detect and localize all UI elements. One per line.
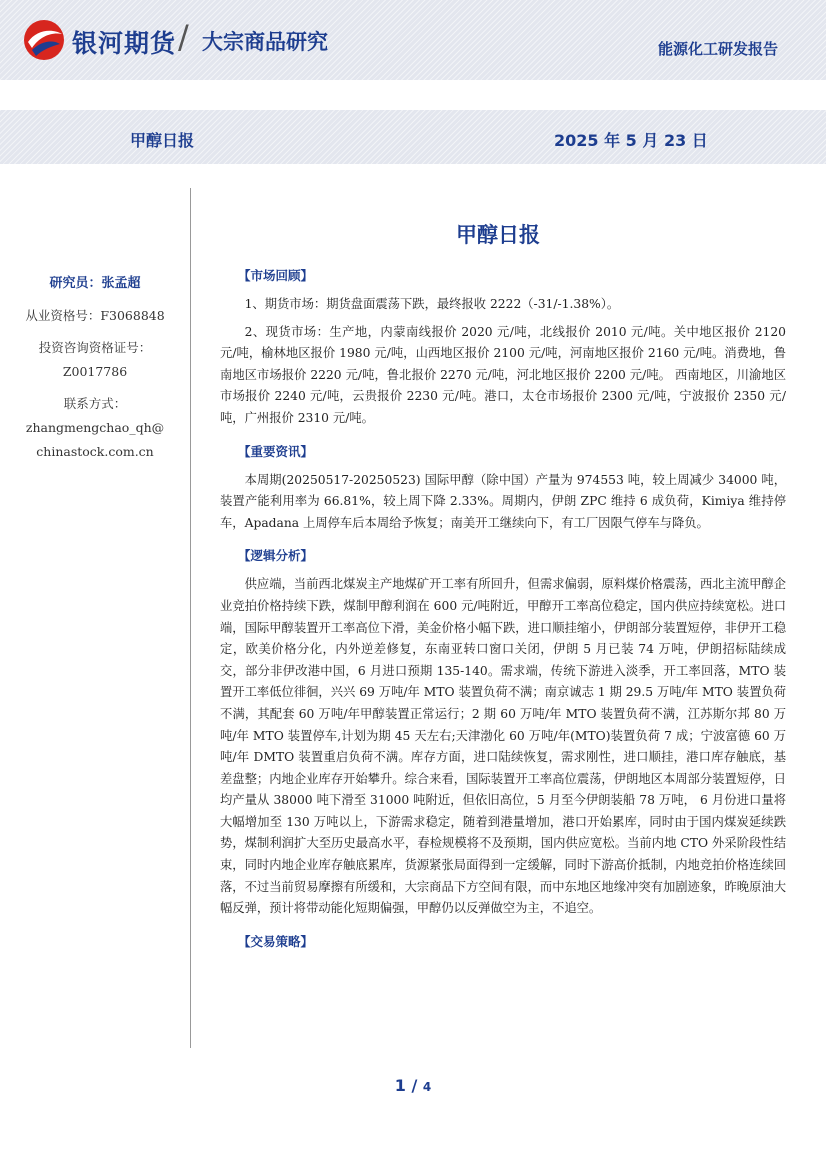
section-heading-market-review: 【市场回顾】 (238, 268, 314, 283)
series-name: 大宗商品研究 (202, 30, 328, 54)
page-current: 1 (394, 1076, 406, 1095)
contact-label: 联系方式： (63, 396, 127, 411)
header-divider: / (178, 18, 189, 56)
page-total: 4 (422, 1080, 432, 1094)
report-date: 2025 年 5 月 23 日 (554, 131, 708, 150)
report-title: 甲醇日报 (130, 131, 195, 150)
author-sidebar (0, 272, 190, 464)
advisory-number: Z0017786 (62, 364, 128, 379)
section-heading-key-news: 【重要资讯】 (238, 443, 314, 459)
email-line-2: chinastock.com.cn (36, 444, 154, 459)
title-bar (0, 110, 826, 164)
paragraph-spot-market: 2、现货市场：生产地，内蒙南线报价 2020 元/吨，北线报价 2010 元/吨。关中地区报价 2120 元/吨，榆林地区报价 1980 元/吨，山西地区报价 2100 元/吨，河南地区报价 2160 元/吨。消费地，鲁南地区市场报价 2220 元/吨，鲁北报价 2270 元/吨，河北地区报价 2200 元/吨。 西南地区，川渝地区市场报价 2240 元/吨，云贵报价 2230 元/吨。港口，太仓市场报价 2300 元/吨，宁波报价 2350 元/吨，广州报价 2310 元/吨。 (220, 324, 786, 425)
paragraph-logic-analysis: 供应端，当前西北煤炭主产地煤矿开工率有所回升，但需求偏弱，原料煤价格震荡，西北主流甲醇企业竞拍价格持续下跌，煤制甲醇利润在 600 元/吨附近，甲醇开工率高位稳定，国内供应持续宽松。进口端，国际甲醇装置开工率高位下滑，美金价格小幅下跌，进口顺挂缩小，伊朗部分装置短停，非伊开工稳定，欧美价格分化，内外逆差修复，东南亚转口窗口关闭，伊朗 5 月已装 74 万吨，伊朗招标陆续成交，部分非伊改港中国，6 月进口预期 135-140。需求端，传统下游进入淡季，开工率回落，MTO 装置开工率低位徘徊，兴兴 69 万吨/年 MTO 装置负荷不满；南京诚志 1 期 29.5 万吨/年 MTO 装置负荷不满，其配套 60 万吨/年甲醇装置正常运行；2 期 60 万吨/年 MTO 装置负荷不满，江苏斯尔邦 80 万吨/年 MTO 装置停车,计划为期 45 天左右;天津渤化 60 万吨/年(MTO)装置负荷 7 成；宁波富德 60 万吨/年 DMTO 装置重启负荷不满。库存方面，进口陆续恢复，需求刚性，进口顺挂，港口库存触底，基差盘整；内地企业库存开始攀升。综合来看，国际装置开工率高位震荡，伊朗地区本周部分装置短停，日均产量从 38000 吨下滑至 31000 吨附近，但依旧高位，5 月至今伊朗装船 78 万吨， 6 月份进口量将大幅增加至 130 万吨以上，下游需求稳定，随着到港量增加，港口开始累库，同时由于国内煤炭延续跌势，煤制利润扩大至历史最高水平，春检规模将不及预期，国内供应宽松。当前内地 CTO 外采阶段性结束，同时内地企业库存触底累库，货源紧张局面得到一定缓解，同时下游高价抵制，内地竞拍价格连续回落，不过当前贸易摩擦有所缓和，大宗商品下方空间有限，而中东地区地缘冲突有加剧迹象，昨晚原油大幅反弹，预计将带动能化短期偏强，甲醇仍以反弹做空为主，不追空。 (220, 577, 786, 916)
report-type: 能源化工研发报告 (657, 40, 778, 58)
document-title: 甲醇日报 (456, 223, 540, 247)
main-content (210, 220, 786, 960)
sidebar-divider (190, 188, 191, 1048)
section-heading-trading-strategy: 【交易策略】 (238, 933, 314, 949)
galaxy-futures-logo-icon (22, 18, 66, 62)
license-number: 从业资格号：F3068848 (25, 308, 165, 323)
email-line-1: zhangmengchao_qh@ (25, 420, 165, 435)
page-number (0, 1076, 826, 1095)
advisory-label: 投资咨询资格证号： (38, 340, 152, 355)
header-band (0, 0, 826, 80)
paragraph-key-news: 本周期(20250517-20250523) 国际甲醇（除中国）产量为 974553 吨，较上周减少 34000 吨，装置产能利用率为 66.81%，较上周下降 2.33%。周期内，伊朗 ZPC 维持 6 成负荷，Kimiya 维持停车，Apadana 上周停车后本周给予恢复；南美开工继续向下，有工厂因限气停车与降负。 (220, 472, 786, 530)
researcher-name: 研究员：张孟超 (49, 276, 141, 291)
section-heading-logic-analysis: 【逻辑分析】 (238, 548, 314, 564)
paragraph-futures-market: 1、期货市场：期货盘面震荡下跌，最终报收 2222（-31/-1.38%）。 (244, 297, 620, 311)
page-separator: / (405, 1076, 423, 1095)
brand-name: 银河期货 (72, 29, 177, 58)
